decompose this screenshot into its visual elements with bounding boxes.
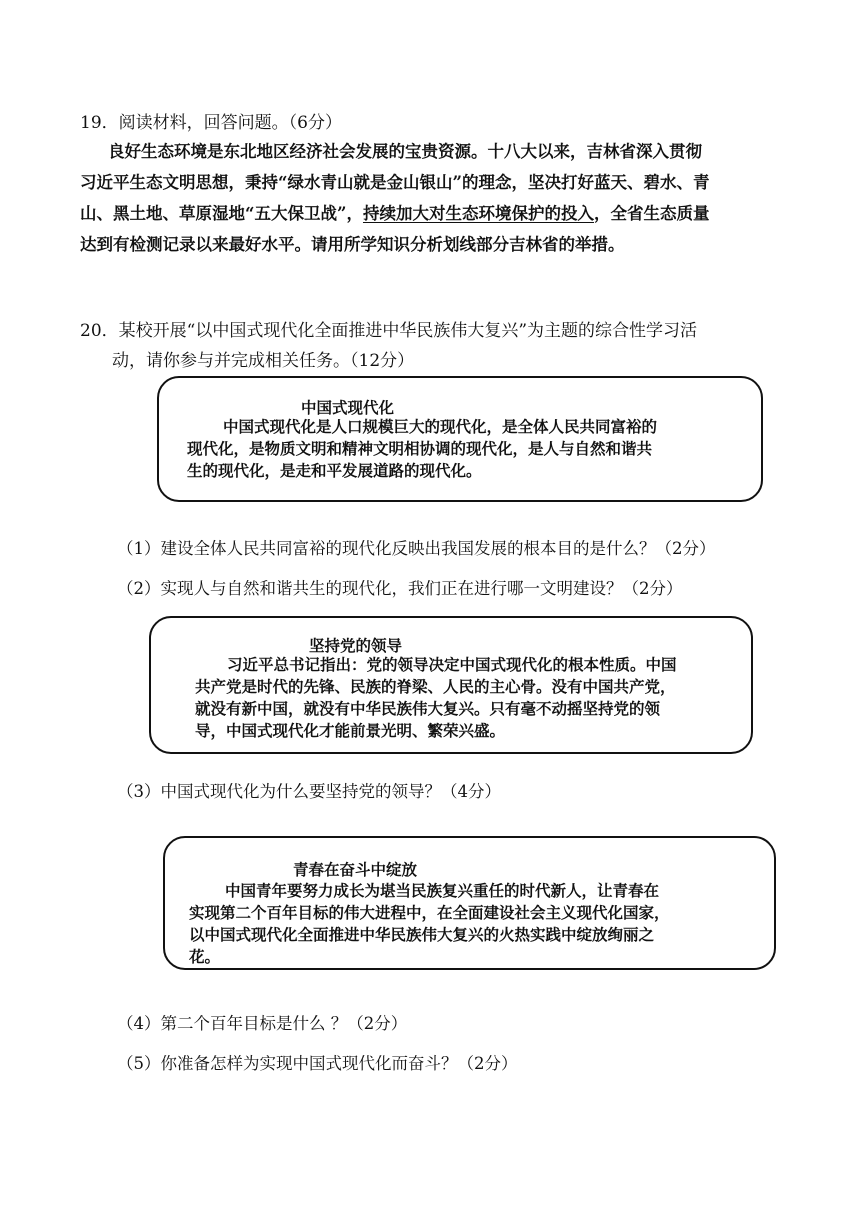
box1-text [187, 416, 657, 482]
sub-question-4: （4）第二个百年目标是什么 ？（2分） [117, 1014, 408, 1033]
sub-question-1: （1）建设全体人民共同富裕的现代化反映出我国发展的根本目的是什么？（2分） [117, 539, 716, 558]
box2-line-1: 习近平总书记指出：党的领导决定中国式现代化的根本性质。中国 [227, 655, 677, 674]
box1-line-2: 现代化，是物质文明和精神文明相协调的现代化，是人与自然和谐共 [187, 439, 653, 458]
material-box-modernization [157, 376, 763, 502]
q19-underlined-measure: 持续加大对生态环境保护的投入 [362, 204, 594, 223]
box2-line-2: 共产党是时代的先锋、民族的脊梁、人民的主心骨。没有中国共产党， [195, 677, 676, 696]
box1-title: 中国式现代化 [301, 398, 395, 417]
sub-question-3: （3）中国式现代化为什么要坚持党的领导？（4分） [117, 782, 501, 801]
box3-line-2: 实现第二个百年目标的伟大进程中，在全面建设社会主义现代化国家， [189, 903, 670, 922]
box3-line-1: 中国青年要努力成长为堪当民族复兴重任的时代新人，让青春在 [225, 881, 660, 900]
box3-line-3: 以中国式现代化全面推进中华民族伟大复兴的火热实践中绽放绚丽之 [189, 925, 655, 944]
q19-line-3 [80, 198, 780, 229]
q19-heading: 19．阅读材料，回答问题。（6分） [80, 113, 342, 133]
box2-line-3: 就没有新中国，就没有中华民族伟大复兴。只有毫不动摇坚持党的领 [195, 699, 661, 718]
box1-line-3: 生的现代化，是走和平发展道路的现代化。 [187, 461, 482, 480]
box2-line-4: 导，中国式现代化才能前景光明、繁荣兴盛。 [195, 721, 506, 740]
box3-title: 青春在奋斗中绽放 [293, 860, 418, 879]
q19-line-1: 良好生态环境是东北地区经济社会发展的宝贵资源。十八大以来，吉林省深入贯彻 [108, 142, 702, 161]
q19-material-cont [80, 167, 780, 260]
sub-question-5: （5）你准备怎样为实现中国式现代化而奋斗？（2分） [117, 1054, 518, 1073]
q19-line-2: 习近平生态文明思想，秉持“绿水青山就是金山银山”的理念，坚决打好蓝天、碧水、青 [80, 173, 710, 192]
q19-line-4: 达到有检测记录以来最好水平。请用所学知识分析划线部分吉林省的举措。 [80, 235, 625, 254]
box1-line-1: 中国式现代化是人口规模巨大的现代化，是全体人民共同富裕的 [223, 417, 658, 436]
box2-title: 坚持党的领导 [309, 636, 403, 655]
sub-question-2: （2）实现人与自然和谐共生的现代化，我们正在进行哪一文明建设？（2分） [117, 579, 683, 598]
material-box-youth [163, 836, 776, 970]
box3-text [189, 880, 670, 968]
q19-line-3-rest: ，全省生态质量 [593, 204, 710, 223]
q19-line-3-text: 山、黑土地、草原湿地“五大保卫战”， [80, 204, 363, 223]
box2-text [195, 654, 677, 742]
box3-line-4: 花。 [189, 947, 221, 966]
q20-heading-line-1: 20．某校开展“以中国式现代化全面推进中华民族伟大复兴”为主题的综合性学习活 [80, 321, 698, 341]
material-box-party-leadership [149, 616, 753, 754]
q20-heading-line-2: 动，请你参与并完成相关任务。（12分） [112, 351, 415, 371]
q19-material [108, 136, 808, 167]
